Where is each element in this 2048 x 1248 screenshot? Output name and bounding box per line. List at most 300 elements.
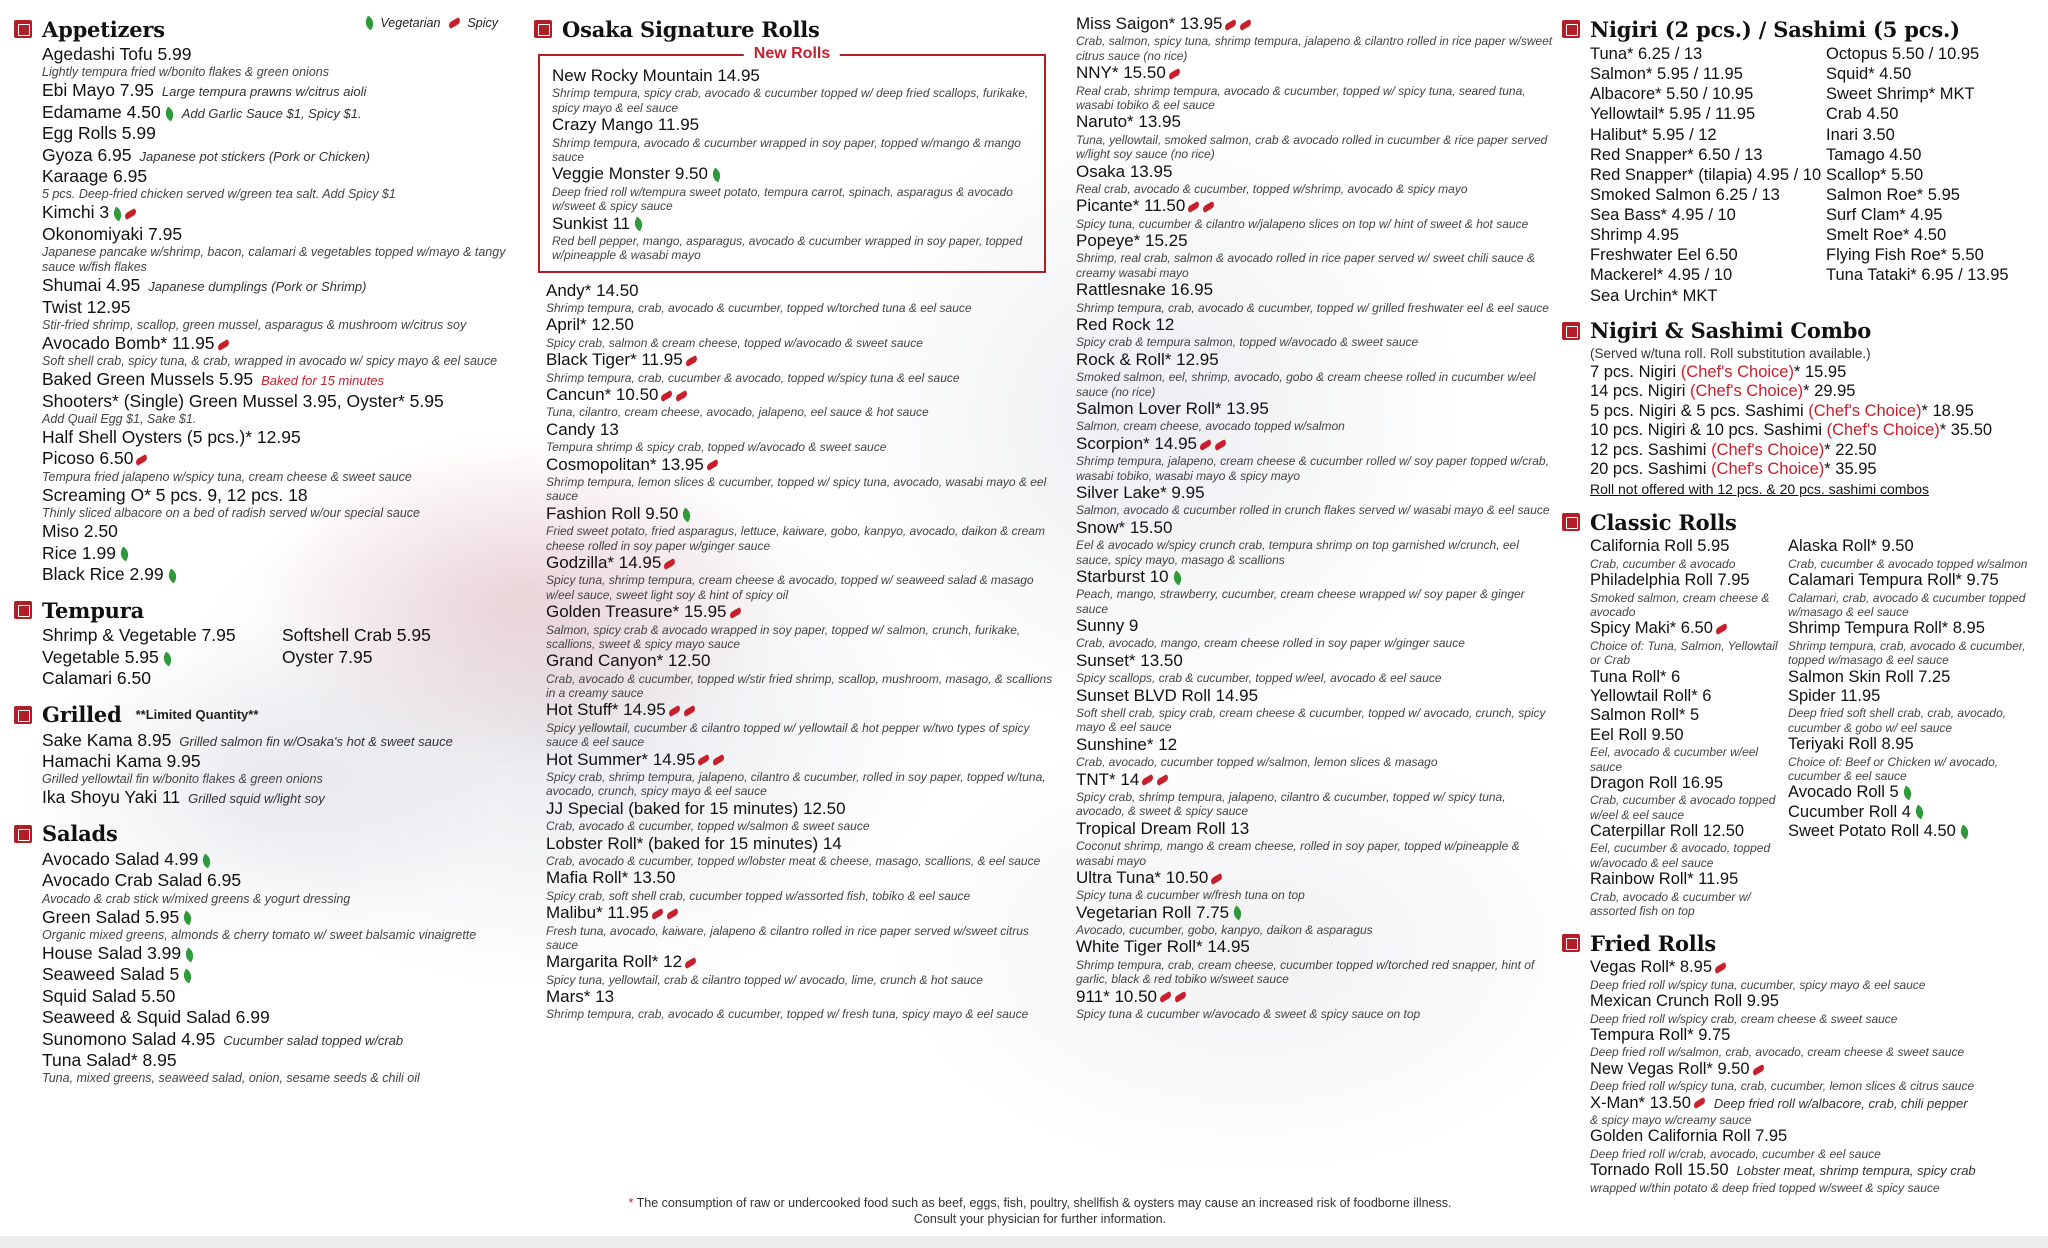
menu-item-description: 5 pcs. Deep-fried chicken served w/green tea salt. Add Spicy $1 xyxy=(42,187,396,202)
menu-item xyxy=(1076,196,1554,231)
menu-item-name: Picante* 11.50 xyxy=(1076,196,1186,216)
tempura-grid xyxy=(14,625,524,689)
menu-item-description: Soft shell crab, spicy tuna, & crab, wrapped in avocado w/ spicy mayo & eel sauce xyxy=(42,354,498,369)
menu-item-name: Osaka 13.95 xyxy=(1076,161,1173,181)
menu-item-description: Avocado & crab stick w/mixed greens & yogurt dressing xyxy=(42,891,351,906)
menu-item-description: Deep fried roll w/tempura sweet potato, tempura carrot, spinach, asparagus & avocado w/sweet & spicy sauce xyxy=(552,184,1013,214)
menu-column-4 xyxy=(1562,14,2040,1205)
menu-item-description: Crab, avocado, mango, cream cheese rolled in soy paper w/ginger sauce xyxy=(1076,636,1465,651)
menu-item-line xyxy=(1788,687,2040,706)
menu-item-description: Deep fried roll w/crab, avocado, cucumber & eel sauce xyxy=(1590,1146,1881,1161)
menu-item-line xyxy=(1788,619,2040,638)
menu-item-description: Shrimp tempura, lemon slices & cucumber, topped w/ spicy tuna, avocado, wasabi mayo & eel sauce xyxy=(546,474,1047,504)
section-salads xyxy=(14,819,524,1087)
nigiri-item: Crab 4.50 xyxy=(1826,105,1899,124)
menu-item-line xyxy=(1076,770,1554,790)
menu-item-line xyxy=(42,1007,524,1028)
menu-item-description: Deep fried roll w/spicy tuna, cucumber, spicy mayo & eel sauce xyxy=(1590,977,1926,992)
menu-item-description: Shrimp, real crab, salmon & avocado rolled in rice paper served w/ sweet chili sauce & creamy wasabi mayo xyxy=(1076,251,1535,280)
nigiri-item: Tamago 4.50 xyxy=(1826,145,1922,164)
menu-item-description: Crab, avocado & cucumber, topped w/lobster meat & cheese, masago, scallions, & eel sauce xyxy=(546,853,1041,868)
classic-grid xyxy=(1562,537,2040,918)
menu-item-line xyxy=(1590,774,1780,793)
spicy-pepper-icon xyxy=(712,755,726,767)
menu-item-description: Shrimp tempura, crab, cucumber & avocado, topped w/spicy tuna & eel sauce xyxy=(546,370,960,385)
spicy-pepper-icon xyxy=(728,607,742,619)
spicy-pepper-icon xyxy=(660,390,674,402)
menu-item xyxy=(1788,822,2040,841)
menu-item-line xyxy=(42,44,524,65)
menu-item-description: Crab, avocado & cucumber w/ assorted fish on top xyxy=(1590,889,1751,919)
menu-item xyxy=(42,907,524,943)
menu-item-description: Shrimp tempura, crab, avocado & cucumber, topped w/ fresh tuna, spicy mayo & eel sauce xyxy=(546,1007,1029,1022)
spicy-pepper-icon xyxy=(1692,1097,1706,1109)
menu-item-name: Golden Treasure* 15.95 xyxy=(546,602,727,622)
menu-item xyxy=(1590,774,1780,822)
combo-price: * 35.95 xyxy=(1824,459,1877,478)
menu-item-description: Spicy tuna & cucumber w/avocado & sweet & spicy sauce on top xyxy=(1076,1007,1421,1022)
menu-item-line xyxy=(1788,783,2040,802)
menu-item-description: Shrimp tempura, jalapeno, cream cheese & cucumber rolled w/ soy paper topped w/crab, wasabi tobiko, wasabi mayo & spicy mayo xyxy=(1076,454,1549,483)
disclaimer xyxy=(560,1196,1520,1227)
menu-item xyxy=(1590,1026,2040,1060)
menu-item-description: Crab, cucumber & avocado topped w/eel & eel sauce xyxy=(1590,793,1776,822)
combo-price: * 35.50 xyxy=(1939,421,1993,440)
menu-item-line xyxy=(42,297,524,318)
menu-item-line xyxy=(42,1029,524,1050)
menu-item-line xyxy=(42,427,524,448)
nigiri-item: Yellowtail* 5.95 / 11.95 xyxy=(1590,105,1756,124)
section-header xyxy=(1562,316,2040,346)
fried-rolls-list xyxy=(1562,958,2040,1194)
menu-item-line xyxy=(1076,616,1554,636)
combo-line xyxy=(1590,460,2040,479)
new-rolls-box xyxy=(538,45,1046,273)
menu-item-name: Screaming O* 5 pcs. 9, 12 pcs. 18 xyxy=(42,484,308,505)
menu-item-line xyxy=(1590,537,1780,556)
menu-item xyxy=(1076,518,1554,567)
vegetarian-leaf-icon xyxy=(181,911,194,926)
spicy-pepper-icon xyxy=(1202,201,1216,213)
menu-item-line xyxy=(42,166,524,187)
menu-item-line xyxy=(546,350,1054,370)
menu-item-name: Avocado Roll 5 xyxy=(1788,783,1899,802)
menu-item-line xyxy=(1788,803,2040,822)
spicy-pepper-icon xyxy=(135,454,149,466)
menu-item-line xyxy=(42,275,524,296)
menu-item-description: Choice of: Tuna, Salmon, Yellowtail or Crab xyxy=(1590,638,1778,668)
menu-item-line xyxy=(1590,992,2040,1011)
menu-item-description: Grilled yellowtail fin w/bonito flakes & green onions xyxy=(42,772,323,787)
menu-item-name: Starburst 10 xyxy=(1076,566,1169,586)
menu-item-name: Hot Summer* 14.95 xyxy=(546,749,696,769)
menu-item-line xyxy=(42,333,524,354)
combo-price: * 15.95 xyxy=(1793,362,1847,381)
classic-right-list xyxy=(1788,537,2040,918)
menu-item-name: Tornado Roll 15.50 xyxy=(1590,1161,1729,1180)
menu-item xyxy=(42,564,524,585)
spicy-pepper-icon xyxy=(667,705,681,717)
menu-item xyxy=(1788,619,2040,667)
menu-item-line xyxy=(42,369,524,390)
vegetarian-leaf-icon xyxy=(200,853,213,868)
menu-item xyxy=(1076,399,1554,434)
spicy-pepper-icon xyxy=(1187,201,1201,213)
menu-item-description: Coconut shrimp, mango & cream cheese, rolled in soy paper, topped w/pineapple & wasabi mayo xyxy=(1076,839,1520,868)
menu-item-description: Spicy yellowtail, cucumber & cilantro topped w/ yellowtail & hot pepper w/two types of spicy sauce & eel sauce xyxy=(546,720,1030,750)
menu-item-line xyxy=(552,164,1044,184)
nigiri-item: Tuna Tataki* 6.95 / 13.95 xyxy=(1826,266,2009,285)
menu-item-name: Golden California Roll 7.95 xyxy=(1590,1127,1788,1146)
menu-item-line xyxy=(1076,63,1554,83)
menu-item-name: Tuna Roll* 6 xyxy=(1590,667,1681,686)
menu-item xyxy=(1590,619,1780,667)
menu-item xyxy=(546,420,1054,455)
menu-item-name: Sunshine* 12 xyxy=(1076,734,1178,754)
menu-item-name: Scorpion* 14.95 xyxy=(1076,433,1197,453)
menu-item-name: Sunny 9 xyxy=(1076,616,1139,636)
menu-item-name: 911* 10.50 xyxy=(1076,986,1157,1006)
spicy-pepper-icon xyxy=(1156,774,1170,786)
menu-item-name: Ebi Mayo 7.95 xyxy=(42,80,154,101)
menu-item xyxy=(1590,668,1780,687)
menu-item-line xyxy=(42,448,524,469)
menu-column-1 xyxy=(14,14,524,1096)
menu-item-name: Softshell Crab 5.95 xyxy=(282,625,431,646)
menu-item-line xyxy=(552,66,1044,86)
nigiri-item: Surf Clam* 4.95 xyxy=(1826,206,1943,224)
menu-item-name: Sunomono Salad 4.95 xyxy=(42,1028,216,1049)
menu-item-description: Spicy crab, shrimp tempura, jalapeno, cilantro & cucumber, topped w/ spicy tuna, avocado, & sweet & spicy sauce xyxy=(1076,789,1506,819)
section-header xyxy=(14,700,524,730)
menu-item xyxy=(1076,651,1554,686)
nigiri-item: Sweet Shrimp* MKT xyxy=(1826,85,1975,104)
menu-item-line xyxy=(1076,686,1554,706)
menu-item-name: Rattlesnake 16.95 xyxy=(1076,280,1214,300)
vegetarian-leaf-icon xyxy=(1913,805,1926,820)
menu-item-description: Spicy tuna, cucumber & cilantro w/jalapeno slices on top w/ hint of sweet & hot sauce xyxy=(1076,216,1529,231)
nigiri-item: Red Snapper* 6.50 / 13 xyxy=(1590,145,1763,164)
nigiri-item: Salmon Roe* 5.95 xyxy=(1826,185,1960,204)
menu-item-inline-description: Lobster meat, shrimp tempura, spicy crab xyxy=(1736,1163,1976,1179)
vegetarian-leaf-icon xyxy=(363,16,376,31)
combo-line xyxy=(1590,382,2040,401)
nigiri-item: Albacore* 5.50 / 10.95 xyxy=(1590,85,1754,104)
menu-item-line xyxy=(546,799,1054,819)
legend-vegetarian: Vegetarian xyxy=(380,16,441,30)
menu-item-line xyxy=(1590,571,1780,590)
menu-item-line xyxy=(1076,196,1554,216)
menu-item-line xyxy=(42,787,524,808)
menu-item-name: Picoso 6.50 xyxy=(42,448,134,469)
chefs-choice-label: (Chef's Choice) xyxy=(1826,421,1940,440)
vegetarian-leaf-icon xyxy=(632,217,645,232)
menu-item-description: Salmon, avocado & cucumber rolled in crunch flakes served w/ wasabi mayo & eel sauce xyxy=(1076,503,1550,518)
section-bullet-icon xyxy=(534,20,552,38)
menu-item-description: Add Quail Egg $1, Sake $1. xyxy=(42,412,197,427)
menu-item xyxy=(1076,231,1554,280)
combo-pieces: 20 pcs. Sashimi xyxy=(1590,459,1712,478)
menu-item-line xyxy=(1590,1127,2040,1146)
menu-item xyxy=(1788,803,2040,822)
menu-item-description: Salmon, spicy crab & avocado wrapped in soy paper, topped w/ salmon, crunch, furikake, scallions, sweet & spicy mayo sauce xyxy=(546,622,1021,651)
combo-subtitle: (Served w/tuna roll. Roll substitution available.) xyxy=(1590,345,1871,361)
menu-item-name: Squid Salad 5.50 xyxy=(42,985,176,1006)
menu-item xyxy=(546,602,1054,651)
menu-item-line xyxy=(1076,651,1554,671)
menu-item-name: JJ Special (baked for 15 minutes) 12.50 xyxy=(546,798,846,818)
section-fried-rolls xyxy=(1562,928,2040,1194)
menu-item-line xyxy=(1076,112,1554,132)
legend-spicy: Spicy xyxy=(467,16,498,30)
vegetarian-leaf-icon xyxy=(163,106,176,121)
menu-item xyxy=(42,166,524,202)
menu-item-line xyxy=(42,964,524,985)
menu-item-line xyxy=(1076,567,1554,587)
spicy-pepper-icon xyxy=(697,755,711,767)
menu-item-name: Caterpillar Roll 12.50 xyxy=(1590,822,1745,841)
menu-item-description: Deep fried roll w/spicy tuna, crab, cucumber, lemon slices & citrus sauce xyxy=(1590,1079,1975,1094)
menu-item-line xyxy=(42,145,524,166)
menu-item-name: Dragon Roll 16.95 xyxy=(1590,773,1723,792)
menu-item xyxy=(1590,1094,2040,1128)
menu-item xyxy=(42,333,524,369)
spicy-pepper-icon xyxy=(1173,992,1187,1004)
spicy-pepper-icon xyxy=(216,339,230,351)
nigiri-item: Smelt Roe* 4.50 xyxy=(1826,226,1947,245)
menu-item-line xyxy=(42,668,274,689)
classic-left-list xyxy=(1562,537,1780,918)
menu-item-description: Tuna, mixed greens, seaweed salad, onion, sesame seeds & chili oil xyxy=(42,1071,420,1086)
menu-item-name: Shumai 4.95 xyxy=(42,275,141,296)
menu-item-description: Real crab, shrimp tempura, avocado & cucumber, topped w/ spicy tuna, seared tuna, wasabi tobiko & eel sauce xyxy=(1076,83,1526,112)
menu-item xyxy=(552,164,1044,213)
menu-item-line xyxy=(546,315,1054,335)
menu-item-line xyxy=(42,224,524,245)
menu-item-line xyxy=(552,115,1044,135)
spicy-pepper-icon xyxy=(1213,439,1227,451)
section-header xyxy=(14,595,524,625)
menu-item xyxy=(42,102,524,123)
menu-item-line xyxy=(546,651,1054,671)
section-bullet-icon xyxy=(1562,934,1580,952)
section-bullet-icon xyxy=(14,20,32,38)
menu-item-line xyxy=(1076,735,1554,755)
menu-item-line xyxy=(1076,231,1554,251)
menu-item xyxy=(42,964,524,985)
section-header xyxy=(1562,14,2040,44)
menu-item-description: Japanese pancake w/shrimp, bacon, calamari & vegetables topped w/mayo & tangy sauce w/fish flakes xyxy=(42,245,506,275)
section-grilled xyxy=(14,700,524,809)
menu-item-name: Sunset BLVD Roll 14.95 xyxy=(1076,685,1259,705)
menu-item-name: Calamari Tempura Roll* 9.75 xyxy=(1788,571,1999,590)
menu-item-line xyxy=(1076,315,1554,335)
menu-item-name: Sunkist 11 xyxy=(552,213,631,233)
menu-item xyxy=(42,986,524,1007)
menu-item xyxy=(42,369,524,390)
menu-item-inline-description: Cucumber salad topped w/crab xyxy=(223,1032,404,1048)
menu-item-name: New Rocky Mountain 14.95 xyxy=(552,66,760,85)
section-bullet-icon xyxy=(14,601,32,619)
menu-item-description: Lightly tempura fried w/bonito flakes & green onions xyxy=(42,65,329,80)
menu-item-description: Shrimp tempura, crab, avocado & cucumber, topped w/masago & eel sauce xyxy=(1788,638,2026,668)
menu-item-line xyxy=(42,543,524,564)
menu-item-line xyxy=(1076,162,1554,182)
menu-item xyxy=(1076,868,1554,903)
menu-item xyxy=(42,751,524,787)
menu-item xyxy=(552,66,1044,115)
menu-item-name: Shooters* (Single) Green Mussel 3.95, Oyster* 5.95 xyxy=(42,390,444,411)
menu-item-name: Shrimp Tempura Roll* 8.95 xyxy=(1788,619,1985,638)
menu-item-line xyxy=(1590,870,1780,889)
menu-item xyxy=(546,750,1054,799)
section-title: Tempura xyxy=(42,597,145,623)
menu-item-name: New Vegas Roll* 9.50 xyxy=(1590,1059,1750,1078)
menu-item-line xyxy=(42,123,524,144)
menu-item xyxy=(42,943,524,964)
menu-item-name: Twist 12.95 xyxy=(42,296,131,317)
menu-item xyxy=(1788,537,2040,571)
menu-item xyxy=(42,145,524,166)
menu-item xyxy=(546,903,1054,952)
section-bullet-icon xyxy=(1562,322,1580,340)
menu-item-name: TNT* 14 xyxy=(1076,769,1140,789)
spicy-pepper-icon xyxy=(1167,68,1181,80)
section-classic-rolls xyxy=(1562,507,2040,918)
menu-item xyxy=(1076,937,1554,986)
combo-price: * 22.50 xyxy=(1824,440,1877,459)
menu-item xyxy=(546,385,1054,420)
combo-line xyxy=(1590,441,2040,460)
menu-item xyxy=(1590,1161,2040,1195)
nigiri-item: Flying Fish Roe* 5.50 xyxy=(1826,246,1984,265)
menu-item xyxy=(42,647,274,668)
menu-item-name: Vegas Roll* 8.95 xyxy=(1590,958,1713,977)
nigiri-item: Shrimp 4.95 xyxy=(1590,226,1679,245)
menu-item-description: Tempura fried jalapeno w/spicy tuna, cream cheese & sweet sauce xyxy=(42,469,412,484)
menu-item-note: Baked for 15 minutes xyxy=(261,373,384,389)
section-combo xyxy=(1562,316,2040,498)
section-header xyxy=(534,14,1054,44)
menu-item-name: Seaweed & Squid Salad 6.99 xyxy=(42,1007,270,1028)
menu-item xyxy=(1076,112,1554,161)
section-bullet-icon xyxy=(1562,513,1580,531)
menu-item-name: Black Tiger* 11.95 xyxy=(546,350,683,370)
menu-item xyxy=(42,1050,524,1086)
menu-item-line xyxy=(546,868,1054,888)
vegetarian-leaf-icon xyxy=(181,969,194,984)
menu-item xyxy=(1076,903,1554,938)
menu-item-name: Sweet Potato Roll 4.50 xyxy=(1788,822,1956,841)
menu-item-name: Godzilla* 14.95 xyxy=(546,552,662,572)
menu-item-description: Crab, cucumber & avocado xyxy=(1590,556,1736,571)
menu-item-name: Salmon Skin Roll 7.25 xyxy=(1788,667,1951,686)
menu-item-name: X-Man* 13.50 xyxy=(1590,1093,1691,1112)
menu-item-description: Eel, cucumber & avocado, topped w/avocado & eel sauce xyxy=(1590,841,1771,870)
menu-item xyxy=(546,952,1054,987)
menu-item-line xyxy=(1590,668,1780,687)
salads-list xyxy=(14,849,524,1087)
menu-item-line xyxy=(546,455,1054,475)
nigiri-item: Halibut* 5.95 / 12 xyxy=(1590,125,1717,144)
section-title: Classic Rolls xyxy=(1590,509,1737,535)
menu-item-name: Cucumber Roll 4 xyxy=(1788,802,1911,821)
menu-item xyxy=(1590,992,2040,1026)
menu-item-name: Fashion Roll 9.50 xyxy=(546,503,679,523)
menu-item-description: Spicy crab, shrimp tempura, jalapeno, cilantro & cucumber, rolled in soy paper, topped w/tuna, avocado, crunch, spicy mayo & eel sauce xyxy=(546,770,1046,799)
menu-item-description: Avocado, cucumber, gobo, kanpyo, daikon & asparagus xyxy=(1076,923,1373,938)
menu-item-description: Spicy tuna, yellowtail, crab & cilantro topped w/ avocado, lime, crunch & hot sauce xyxy=(546,972,983,987)
section-title: Nigiri (2 pcs.) / Sashimi (5 pcs.) xyxy=(1590,16,1960,42)
menu-item xyxy=(42,625,274,646)
menu-item-line xyxy=(546,504,1054,524)
menu-item-name: Baked Green Mussels 5.95 xyxy=(42,369,254,390)
nigiri-item: Tuna* 6.25 / 13 xyxy=(1590,45,1703,63)
menu-item xyxy=(1590,822,1780,870)
menu-item xyxy=(42,123,524,144)
spicy-pepper-icon xyxy=(1239,19,1253,31)
menu-item-description: Crab, avocado, cucumber topped w/salmon, lemon slices & masago xyxy=(1076,755,1438,770)
menu-item-description: Deep fried roll w/salmon, crab, avocado, cream cheese & sweet sauce xyxy=(1590,1045,1965,1060)
menu-item-inline-description: Grilled salmon fin w/Osaka's hot & sweet sauce xyxy=(179,733,453,749)
menu-item-name: Spider 11.95 xyxy=(1788,686,1881,705)
menu-item-name: Salmon Lover Roll* 13.95 xyxy=(1076,398,1269,418)
new-rolls-list xyxy=(540,66,1044,263)
menu-item-name: Cosmopolitan* 13.95 xyxy=(546,454,704,474)
combo-pieces: 10 pcs. Nigiri & 10 pcs. Sashimi xyxy=(1590,421,1827,440)
menu-item-description: Shrimp tempura, crab, cream cheese, cucumber topped w/torched red snapper, hint of garlic, black & red tobiko w/sweet sauce xyxy=(1076,957,1535,987)
menu-item xyxy=(546,553,1054,602)
menu-item-line xyxy=(42,751,524,772)
menu-item-name: Green Salad 5.95 xyxy=(42,906,180,927)
menu-item-description: Calamari, crab, avocado & cucumber topped w/masago & eel sauce xyxy=(1788,590,2026,619)
spicy-pepper-icon xyxy=(665,908,679,920)
menu-item-name: Teriyaki Roll 8.95 xyxy=(1788,735,1914,754)
menu-item xyxy=(552,115,1044,164)
menu-item-line xyxy=(1076,14,1554,34)
menu-item xyxy=(42,427,524,448)
spicy-pepper-icon xyxy=(1751,1064,1765,1076)
menu-item-name: Sunset* 13.50 xyxy=(1076,650,1183,670)
tempura-right-list xyxy=(254,625,524,689)
menu-item-name: Egg Rolls 5.99 xyxy=(42,123,156,144)
nigiri-item: Freshwater Eel 6.50 xyxy=(1590,246,1738,265)
menu-item-description: Shrimp tempura, crab, avocado & cucumber, topped w/ grilled freshwater eel & eel sauce xyxy=(1076,300,1549,315)
menu-item-line xyxy=(552,214,1044,234)
menu-item-line xyxy=(1076,483,1554,503)
vegetarian-leaf-icon xyxy=(680,507,693,522)
menu-item-name: Margarita Roll* 12 xyxy=(546,952,683,972)
menu-item-line xyxy=(42,485,524,506)
menu-item-description: Fresh tuna, avocado, kaiware, jalapeno & cilantro rolled in rice paper served w/sweet citrus sauce xyxy=(546,923,1029,952)
menu-item-line xyxy=(546,952,1054,972)
menu-item-description: Crab, salmon, spicy tuna, shrimp tempura, jalapeno & cilantro rolled in rice paper w/sweet citrus sauce (no rice) xyxy=(1076,34,1553,63)
menu-item-name: Karaage 6.95 xyxy=(42,165,148,186)
grilled-list xyxy=(14,730,524,809)
combo-list xyxy=(1562,363,2040,480)
nigiri-item: Scallop* 5.50 xyxy=(1826,165,1924,184)
nigiri-item: Smoked Salmon 6.25 / 13 xyxy=(1590,185,1780,204)
combo-pieces: 14 pcs. Nigiri xyxy=(1590,382,1690,401)
menu-item-name: Candy 13 xyxy=(546,419,619,439)
menu-item-description: Deep fried roll w/spicy crab, cream cheese & sweet sauce xyxy=(1590,1011,1898,1026)
menu-item xyxy=(42,1029,524,1050)
menu-item-line xyxy=(1788,735,2040,754)
menu-item-line xyxy=(546,281,1054,301)
spicy-pepper-icon xyxy=(123,208,137,220)
menu-item-description: Red bell pepper, mango, asparagus, avocado & cucumber wrapped in soy paper, topped w/pineapple & wasabi mayo xyxy=(552,233,1023,263)
spicy-pepper-icon xyxy=(650,908,664,920)
